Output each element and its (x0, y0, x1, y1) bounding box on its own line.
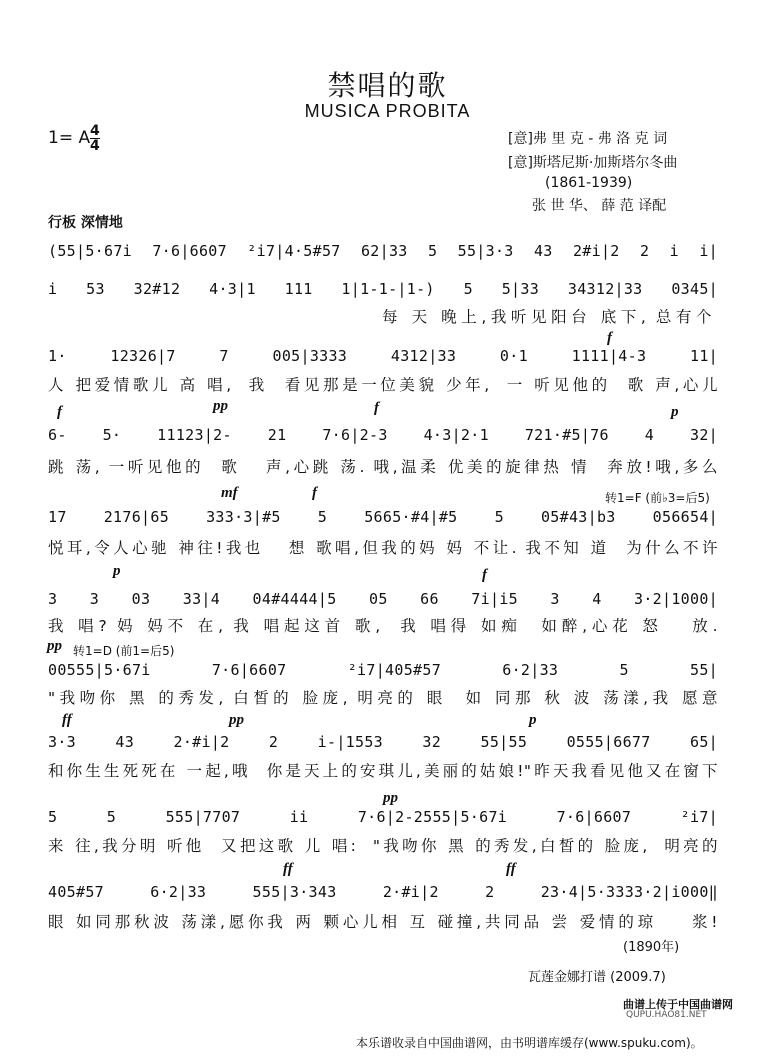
notation-line-6: 3 3 03 33|4 04#4444|5 05 66 7i|i5 3 4 3·2|1000| (48, 590, 718, 608)
notation-line-1: (55|5·67i 7·6|6607 ²i7|4·5#57 62|33 5 55|3·3 43 2#i|2 2 i i| (48, 242, 718, 260)
composition-year: (1890年) (623, 940, 680, 955)
lyrics-line-4: 跳 荡, 一听见他的 歌 声,心跳 荡. 哦,温柔 优美的旋律热 情 奔放!哦,多么 (48, 458, 718, 476)
transcriber-credit: 瓦莲金娜打谱 (2009.7) (528, 970, 666, 985)
dynamic-f: f (312, 485, 317, 501)
notation-line-10: 405#57 6·2|33 555|3·343 2·#i|2 2 23·4|5·3333·2|i000‖ (48, 883, 718, 901)
notation-line-7: 00555|5·67i 7·6|6607 ²i7|405#57 6·2|33 5 55| (48, 661, 718, 679)
time-signature-bottom: 4 (90, 138, 100, 154)
dynamic-ff: ff (62, 712, 72, 728)
composer-credit: [意]斯塔尼斯·加斯塔尔冬曲 (508, 155, 678, 171)
notation-line-5: 17 2176|65 333·3|#5 5 5665·#4|#5 5 05#43|b3 056654| (48, 508, 718, 526)
dynamic-ff: ff (506, 861, 516, 877)
lyrics-line-3: 人 把爱情歌儿 高 唱, 我 看见那是一位美貌 少年, 一 听见他的 歌 声,心儿 (48, 376, 718, 394)
notation-line-8: 3·3 43 2·#i|2 2 i-|1553 32 55|55 0555|6677 65| (48, 733, 718, 751)
lyrics-line-7: "我吻你 黑 的秀发, 白皙的 脸庞, 明亮的 眼 如 同那 秋 波 荡漾,我 愿意 (48, 689, 718, 707)
dynamic-p: p (671, 404, 679, 420)
modulation-note: 转1=D (前1=后5) (73, 644, 175, 658)
lyrics-line-6: 我 唱? 妈 妈不 在, 我 唱起这首 歌, 我 唱得 如痴 如醉,心花 怒 放. (48, 617, 718, 635)
dynamic-pp: pp (383, 790, 398, 806)
dynamic-f: f (482, 567, 487, 583)
dynamic-pp: pp (229, 712, 244, 728)
dynamic-f: f (607, 330, 612, 346)
dynamic-ff: ff (283, 861, 293, 877)
dynamic-mf: mf (221, 485, 238, 501)
key-signature: 1= A (48, 128, 91, 148)
watermark-url: QUPU.HAO81.NET (626, 1010, 707, 1020)
lyrics-line-5: 悦耳,令人心驰 神往!我也 想 歌唱,但我的妈 妈 不让. 我不知 道 为什么不许 (48, 539, 718, 557)
modulation-note: 转1=F (前♭3=后5) (605, 491, 710, 505)
song-subtitle: MUSICA PROBITA (304, 101, 471, 121)
dynamic-pp: pp (213, 398, 228, 414)
dynamic-f: f (374, 400, 379, 416)
time-signature (90, 124, 100, 153)
notation-line-2: i 53 32#12 4·3|1 111 1|1-1-|1-) 5 5|33 34312|33 0345| (48, 280, 718, 298)
song-title: 禁唱的歌 (327, 69, 448, 102)
lyricist-credit: [意]弗 里 克 - 弗 洛 克 词 (508, 131, 668, 147)
composer-years: (1861-1939) (545, 175, 633, 191)
time-signature-top: 4 (90, 123, 100, 139)
watermark-site: 曲谱上传于中国曲谱网 (623, 998, 733, 1011)
notation-line-4: 6- 5· 11123|2- 21 7·6|2-3 4·3|2·1 721·#5|76 4 32| (48, 426, 718, 444)
lyrics-line-10: 眼 如同那秋波 荡漾,愿你我 两 颗心儿相 互 碰撞,共同品 尝 爱情的琼 浆! (48, 913, 718, 931)
dynamic-pp: pp (47, 638, 62, 654)
notation-line-9: 5 5 555|7707 ii 7·6|2-2555|5·67i 7·6|6607 ²i7| (48, 808, 718, 826)
dynamic-f: f (57, 404, 62, 420)
translator-credit: 张 世 华、 薛 范 译配 (532, 198, 667, 214)
lyrics-line-8: 和你生生死死在 一起,哦 你是天上的安琪儿,美丽的姑娘!"昨天我看见他又在窗下 (48, 762, 718, 780)
lyrics-line-9: 来 往,我分明 听他 又把这歌 儿 唱: "我吻你 黑 的秀发,白皙的 脸庞, 明亮的 (48, 837, 718, 855)
lyrics-line-2: 每 天 晚上,我听见阳台 底下, 总有个 (382, 308, 712, 326)
dynamic-p: p (113, 563, 121, 579)
footer-note: 本乐谱收录自中国曲谱网，由书明谱库缓存(www.spuku.com)。 (356, 1036, 703, 1050)
dynamic-p: p (529, 712, 537, 728)
tempo-marking: 行板 深情地 (48, 215, 123, 231)
notation-line-3: 1· 12326|7 7 005|3333 4312|33 0·1 1111|4-3 11| (48, 347, 718, 365)
